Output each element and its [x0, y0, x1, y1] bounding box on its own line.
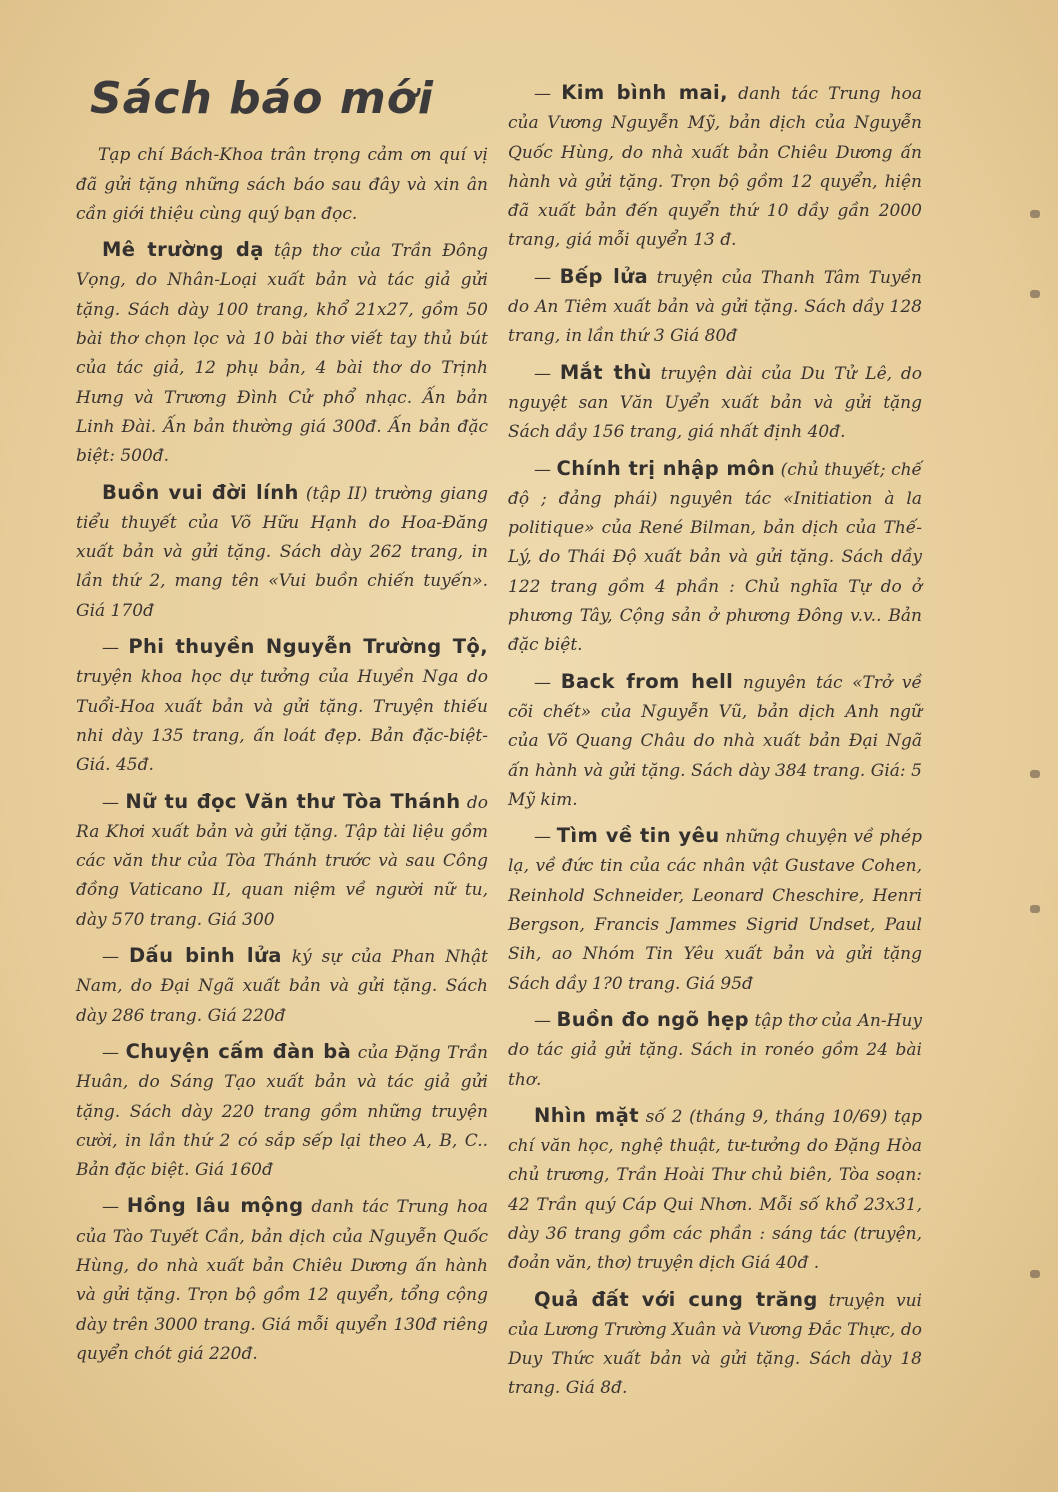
- book-entry: — Buồn đo ngõ hẹp tập thơ của An-Huy do tác giả gửi tặng. Sách in ronéo gồm 24 bài thơ.: [508, 1007, 922, 1090]
- book-entry: — Bếp lửa truyện của Thanh Tâm Tuyền do An Tiêm xuất bản và gửi tặng. Sách dầy 128 trang, in lần thứ 3 Giá 80đ: [508, 264, 922, 347]
- left-column: [76, 73, 489, 1375]
- book-description: truyện khoa học dự tưởng của Huyền Nga do Tuổi-Hoa xuất bản và gửi tặng. Truyện thiếu nhi dày 135 trang, ấn loát đẹp. Bản đặc-biệt-Giá. 45đ.: [76, 667, 488, 776]
- book-entry: — Back from hell nguyên tác «Trở về cõi chết» của Nguyễn Vũ, bản dịch Anh ngữ của Võ Quang Châu do nhà xuất bản Đại Ngã ấn hành và gửi tặng. Sách dày 384 trang. Giá: 5 Mỹ kim.: [508, 669, 922, 810]
- book-entry: — Nữ tu đọc Văn thư Tòa Thánh do Ra Khơi xuất bản và gửi tặng. Tập tài liệu gồm các văn thư của Tòa Thánh trước và sau Công đồng Vaticano II, quan niệm về người nữ tu, dày 570 trang. Giá 300: [76, 789, 488, 930]
- book-entry: — Mắt thù truyện dài của Du Tử Lê, do nguyệt san Văn Uyển xuất bản và gửi tặng Sách dầy 156 trang, giá nhất định 40đ.: [508, 360, 923, 443]
- book-entry: — Chính trị nhập môn (chủ thuyết; chế độ ; đảng phái) nguyên tác «Initiation à la politique» của René Bilman, bản dịch của Thế-Lý, do Thái Độ xuất bản và gửi tặng. Sách dầy 122 trang gồm 4 phần : Chủ nghĩa Tự do ở phương Tây, Cộng sản ở phương Đông v.v.. Bản đặc biệt.: [508, 456, 922, 656]
- book-description: (chủ thuyết; chế độ ; đảng phái) nguyên tác «Initiation à la politique» của René Bilman, bản dịch của Thế-Lý, do Thái Độ xuất bản và gửi tặng. Sách dầy 122 trang gồm 4 phần : Chủ nghĩa Tự do ở phương Tây, Cộng sản ở phương Đông v.v.. Bản đặc biệt.: [508, 459, 922, 656]
- book-entry: — Hồng lâu mộng danh tác Trung hoa của Tào Tuyết Cần, bản dịch của Nguyễn Quốc Hùng, do nhà xuất bản Chiêu Dương ấn hành và gửi tặng. Trọn bộ gồm 12 quyển, tổng cộng dày trên 3000 trang. Giá mỗi quyển 130đ riêng quyển chót giá 220đ.: [76, 1194, 488, 1364]
- book-description: danh tác Trung hoa của Tào Tuyết Cần, bản dịch của Nguyễn Quốc Hùng, do nhà xuất bản Chiêu Dương ấn hành và gửi tặng. Trọn bộ gồm 12 quyển, tổng cộng dày trên 3000 trang. Giá mỗi quyển 130đ riêng quyển chót giá 220đ.: [76, 1197, 488, 1364]
- book-title: Quả đất với cung trăng: [534, 1287, 818, 1311]
- book-title: Back from hell: [560, 669, 734, 693]
- book-description: truyện của Thanh Tâm Tuyền do An Tiêm xuất bản và gửi tặng. Sách dầy 128 trang, in lần thứ 3 Giá 80đ: [508, 267, 922, 347]
- book-entry: [508, 1285, 922, 1404]
- book-title: Dấu binh lửa: [128, 944, 282, 968]
- book-description: (tập II) trường giang tiểu thuyết của Võ Hữu Hạnh do Hoa-Đăng xuất bản và gửi tặng. Sách dày 262 trang, in lần thứ 2, mang tên «Vui buồn chiến tuyến». Giá 170đ: [76, 483, 489, 621]
- book-description: ký sự của Phan Nhật Nam, do Đại Ngã xuất bản và gửi tặng. Sách dày 286 trang. Giá 220đ: [76, 947, 488, 1026]
- book-title: Phi thuyền Nguyễn Trường Tộ,: [128, 635, 488, 659]
- book-title: Hồng lâu mộng: [126, 1194, 304, 1218]
- right-column: [508, 78, 922, 1410]
- binding-hole-mark: [1030, 905, 1040, 913]
- book-title: Bếp lửa: [559, 264, 649, 288]
- book-description: truyện vui của Lương Trường Xuân và Vương Đắc Thực, do Duy Thức xuất bản và gửi tặng. Sách dày 18 trang. Giá 8đ.: [508, 1290, 922, 1399]
- book-description: những chuyện về phép lạ, về đức tin của các nhân vật Gustave Cohen, Reinhold Schneider, Leonard Cheschire, Henri Bergson, Francis Jammes Sigrid Undset, Paul Sih, ao Nhóm Tin Yêu xuất bản và gửi tặng Sách dầy 1?0 trang. Giá 95đ: [508, 827, 922, 994]
- book-entry: [508, 1101, 922, 1279]
- book-title: Nữ tu đọc Văn thư Tòa Thánh: [125, 789, 461, 813]
- book-description: truyện dài của Du Tử Lê, do nguyệt san Văn Uyển xuất bản và gửi tặng Sách dầy 156 trang, giá nhất định 40đ.: [508, 363, 923, 443]
- book-title: Mê trường dạ: [102, 238, 264, 262]
- book-title: Buồn vui đời lính: [102, 480, 299, 504]
- book-entry: — Dấu binh lửa ký sự của Phan Nhật Nam, do Đại Ngã xuất bản và gửi tặng. Sách dày 286 trang. Giá 220đ: [76, 944, 488, 1026]
- binding-hole-mark: [1030, 1270, 1040, 1278]
- book-title: Kim bình mai,: [561, 81, 728, 104]
- book-entry: — Kim bình mai, danh tác Trung hoa của Vương Nguyễn Mỹ, bản dịch của Nguyễn Quốc Hùng, do nhà xuất bản Chiêu Dương ấn hành và gửi tặng. Trọn bộ gồm 12 quyển, hiện đã xuất bản đến quyển thứ 10 dầy gần 2000 trang, giá mỗi quyển 13 đ.: [508, 81, 922, 251]
- book-entry: — Tìm về tin yêu những chuyện về phép lạ, về đức tin của các nhân vật Gustave Cohen, Reinhold Schneider, Leonard Cheschire, Henri Bergson, Francis Jammes Sigrid Undset, Paul Sih, ao Nhóm Tin Yêu xuất bản và gửi tặng Sách dầy 1?0 trang. Giá 95đ: [508, 824, 922, 994]
- book-title: Nhìn mặt: [534, 1103, 639, 1127]
- book-description: tập thơ của Trần Đông Vọng, do Nhân-Loại xuất bản và tác giả gửi tặng. Sách dày 100 trang, khổ 21x27, gồm 50 bài thơ chọn lọc và 10 bài thơ viết tay thủ bút của tác giả, 12 phụ bản, 4 bài thơ do Trịnh Hưng và Trương Đình Cử phổ nhạc. Ấn bản Linh Đài. Ấn bản thường giá 300đ. Ấn bản đặc biệt: 500đ.: [76, 241, 488, 467]
- book-description: danh tác Trung hoa của Vương Nguyễn Mỹ, bản dịch của Nguyễn Quốc Hùng, do nhà xuất bản Chiêu Dương ấn hành và gửi tặng. Trọn bộ gồm 12 quyển, hiện đã xuất bản đến quyển thứ 10 dầy gần 2000 trang, giá mỗi quyển 13 đ.: [508, 84, 922, 251]
- binding-hole-mark: [1030, 210, 1040, 218]
- book-title: Buồn đo ngõ hẹp: [556, 1007, 750, 1031]
- book-description: của Đặng Trần Huân, do Sáng Tạo xuất bản và tác giả gửi tặng. Sách dày 220 trang gồm những truyện cười, in lần thứ 2 có sắp sếp lại theo A, B, C.. Bản đặc biệt. Giá 160đ: [76, 1042, 488, 1181]
- book-entry: — Phi thuyền Nguyễn Trường Tộ, truyện khoa học dự tưởng của Huyền Nga do Tuổi-Hoa xuất bản và gửi tặng. Truyện thiếu nhi dày 135 trang, ấn loát đẹp. Bản đặc-biệt-Giá. 45đ.: [76, 635, 488, 776]
- book-entry: [76, 235, 488, 471]
- book-entry: [76, 478, 488, 626]
- page-heading: Sách báo mới: [90, 73, 434, 124]
- binding-hole-mark: [1030, 290, 1040, 298]
- book-description: tập thơ của An-Huy do tác giả gửi tặng. Sách in ronéo gồm 24 bài thơ.: [508, 1010, 922, 1090]
- book-description: do Ra Khơi xuất bản và gửi tặng. Tập tài liệu gồm các văn thư của Tòa Thánh trước và sau Công đồng Vaticano II, quan niệm về người nữ tu, dày 570 trang. Giá 300: [76, 792, 488, 930]
- book-title: Chính trị nhập môn: [556, 456, 776, 480]
- book-entry: — Chuyện cấm đàn bà của Đặng Trần Huân, do Sáng Tạo xuất bản và tác giả gửi tặng. Sách dày 220 trang gồm những truyện cười, in lần thứ 2 có sắp sếp lại theo A, B, C.. Bản đặc biệt. Giá 160đ: [76, 1039, 488, 1181]
- intro-paragraph: Tạp chí Bách-Khoa trân trọng cảm ơn quí vị đã gửi tặng những sách báo sau đây và xin ân cần giới thiệu cùng quý bạn đọc.: [76, 145, 488, 224]
- book-title: Chuyện cấm đàn bà: [125, 1039, 352, 1063]
- book-title: Mắt thù: [559, 360, 652, 384]
- book-title: Tìm về tin yêu: [556, 824, 720, 848]
- binding-hole-mark: [1030, 770, 1040, 778]
- book-description: số 2 (tháng 9, tháng 10/69) tạp chí văn học, nghệ thuật, tư-tưởng do Đặng Hòa chủ trương, Trần Hoài Thư chủ biên, Tòa soạn: 42 Trần quý Cáp Qui Nhơn. Mỗi số khổ 23x31, dày 36 trang gồm các phần : sáng tác (truyện, đoản văn, thơ) truyện dịch Giá 40đ .: [508, 1106, 922, 1274]
- book-description: nguyên tác «Trở về cõi chết» của Nguyễn Vũ, bản dịch Anh ngữ của Võ Quang Châu do nhà xuất bản Đại Ngã ấn hành và gửi tặng. Sách dày 384 trang. Giá: 5 Mỹ kim.: [508, 672, 922, 810]
